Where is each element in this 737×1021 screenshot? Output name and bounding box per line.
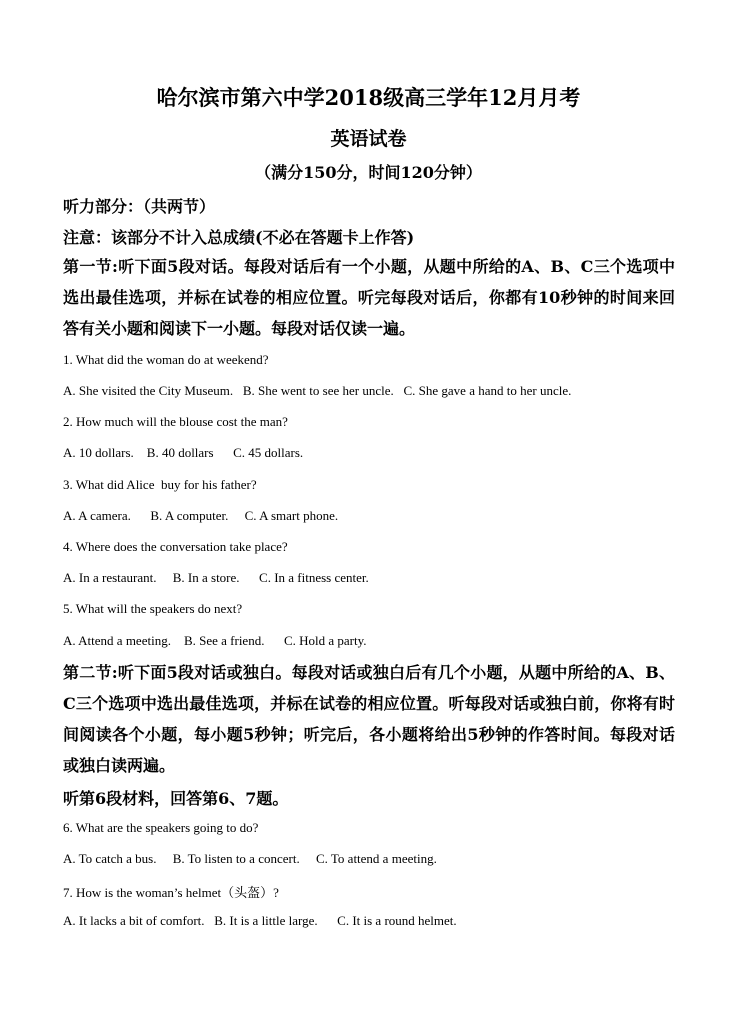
score-time-info: （满分150分，时间120分钟）	[255, 163, 482, 182]
question-2-options: A. 10 dollars. B. 40 dollars C. 45 dollars.	[63, 445, 304, 460]
section1-instructions: 第一节:听下面5段对话。每段对话后有一个小题，从题中所给的A、B、C三个选项中选出最佳选项，并标在试卷的相应位置。听完每段对话后，你都有10秒钟的时间来回答有关小题和阅读下一小题。每段对话仅读一遍。	[63, 257, 675, 338]
exam-title: 哈尔滨市第六中学2018级高三学年12月月考	[156, 85, 581, 110]
material-6-heading: 听第6段材料，回答第6、7题。	[63, 789, 289, 808]
subject-title: 英语试卷	[330, 128, 407, 150]
question-6-options: A. To catch a bus. B. To listen to a concert. C. To attend a meeting.	[63, 851, 437, 866]
question-3: 3. What did Alice buy for his father?	[63, 477, 257, 492]
question-3-options: A. A camera. B. A computer. C. A smart phone.	[63, 508, 339, 523]
question-5: 5. What will the speakers do next?	[63, 601, 243, 616]
question-4-options: A. In a restaurant. B. In a store. C. In a fitness center.	[63, 570, 369, 585]
question-1-options: A. She visited the City Museum. B. She went to see her uncle. C. She gave a hand to her uncle.	[63, 383, 572, 398]
question-4: 4. Where does the conversation take place?	[63, 539, 288, 554]
question-6: 6. What are the speakers going to do?	[63, 820, 259, 835]
section2-instructions: 第二节:听下面5段对话或独白。每段对话或独白后有几个小题，从题中所给的A、B、C三个选项中选出最佳选项，并标在试卷的相应位置。听每段对话或独白前，你将有时间阅读各个小题，每小题5秒钟；听完后，各小题将给出5秒钟的作答时间。每段对话或独白读两遍。	[63, 663, 675, 775]
listening-heading: 听力部分：（共两节）	[63, 197, 216, 216]
question-5-options: A. Attend a meeting. B. See a friend. C. Hold a party.	[63, 633, 367, 648]
listening-note: 注意：该部分不计入总成绩(不必在答题卡上作答)	[63, 228, 415, 247]
question-2: 2. How much will the blouse cost the man?	[63, 414, 288, 429]
question-1: 1. What did the woman do at weekend?	[63, 352, 269, 367]
question-7-options: A. It lacks a bit of comfort. B. It is a little large. C. It is a round helmet.	[63, 913, 457, 928]
question-7: 7. How is the woman’s helmet（头盔）?	[63, 885, 279, 900]
